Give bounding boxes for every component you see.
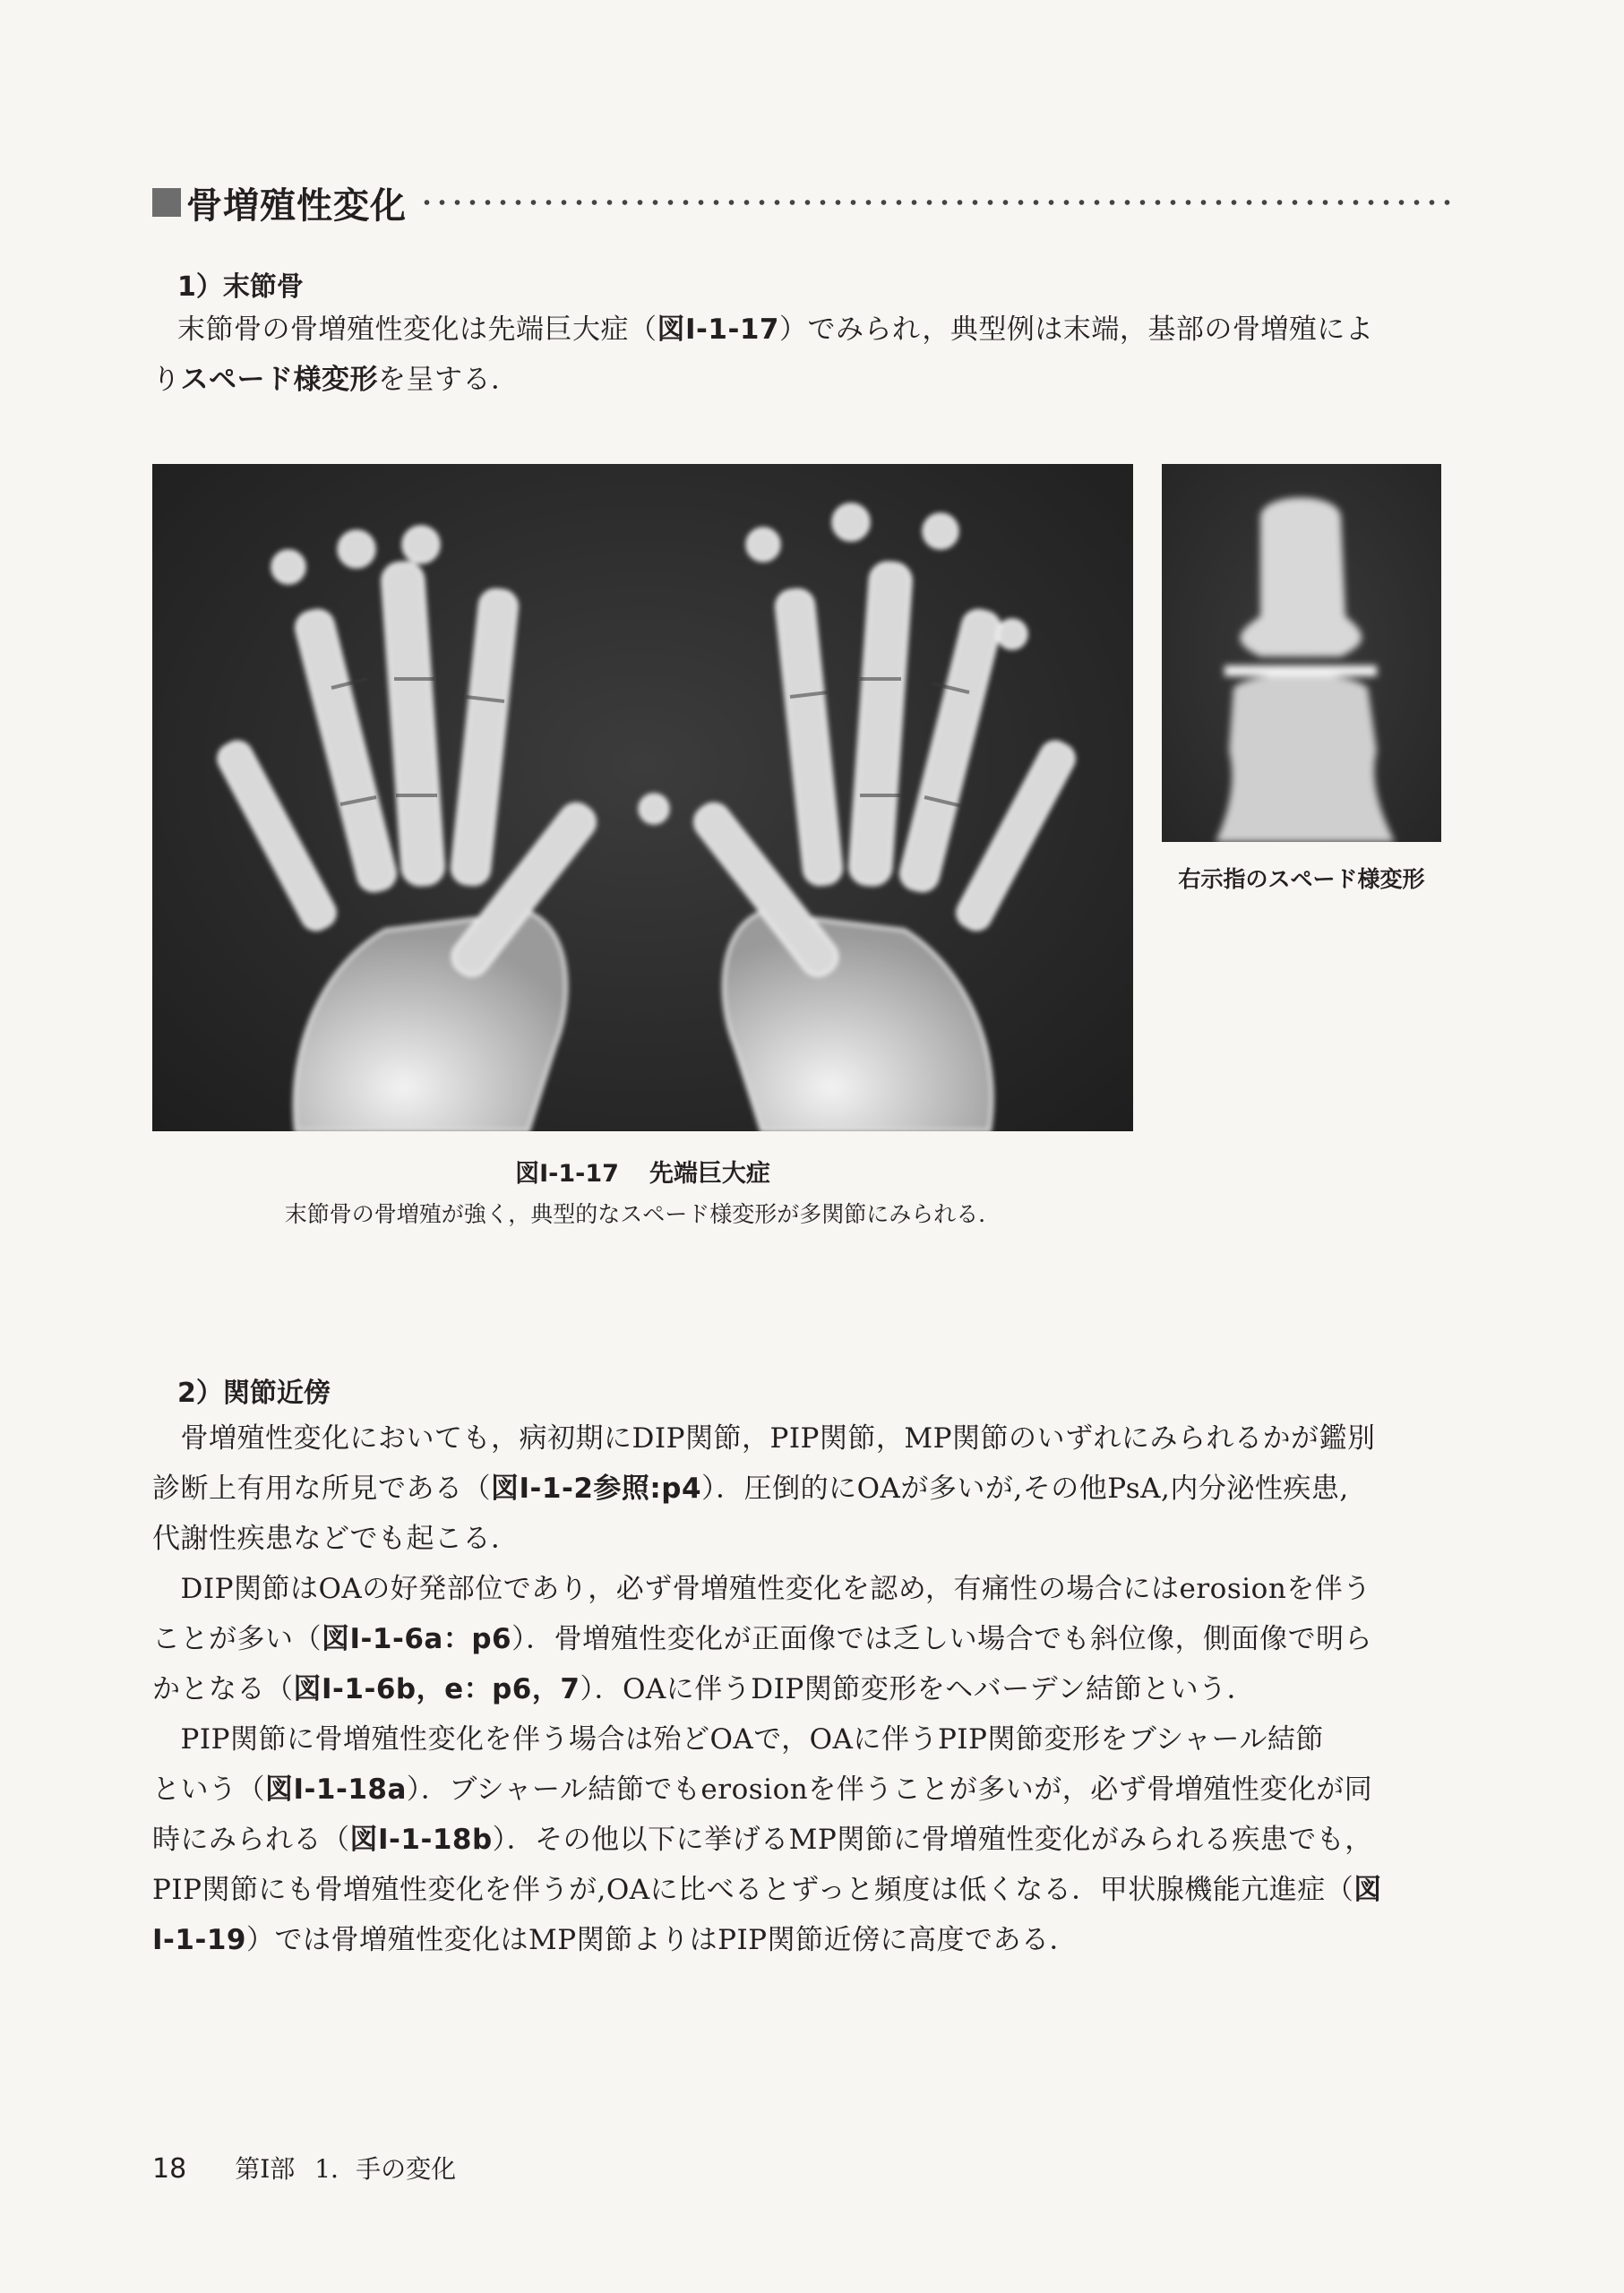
text-span: ことが多い（ [152,1623,322,1655]
text-span: ）では骨増殖性変化はMP関節よりはPIP関節近傍に高度である． [245,1924,1078,1956]
xray-image-both-hands [152,464,1133,1131]
text-span: を呈する． [378,364,520,396]
text-span: という（ [152,1773,265,1806]
paragraph-line [152,1915,1078,1965]
text-span: ）．その他以下に挙げるMP関節に骨増殖性変化がみられる疾患でも， [492,1824,1373,1856]
text-span: ）．圧倒的にOAが多いが,その他PsA,内分泌性疾患, [701,1473,1349,1505]
paragraph-line [152,1413,1376,1464]
subsection-heading-1: 1）末節骨 [177,271,304,303]
paragraph-line [152,1815,1373,1865]
section-heading [152,176,1451,229]
text-span: PIP関節に骨増殖性変化を伴う場合は殆どOAで，OAに伴うPIP関節変形をブシャール結節 [152,1723,1324,1756]
figure-title [152,1154,1133,1189]
heading-square-marker [152,188,181,217]
paragraph-line [177,305,1373,355]
text-span: PIP関節にも骨増殖性変化を伴うが,OAに比べるとずっと頻度は低くなる．甲状腺機能亢進症（ [152,1874,1354,1906]
subsection-heading-2: 2）関節近傍 [177,1378,331,1409]
text-span: 末節骨の骨増殖性変化は先端巨大症（ [177,313,657,346]
paragraph-line [152,1464,1349,1514]
figure-reference: 図Ⅰ-1-2参照:p4 [491,1473,702,1505]
figure-reference: 図 [1353,1874,1382,1906]
page-number: 18 [152,2153,187,2185]
chapter-label: 1．手の変化 [314,2154,457,2184]
figure-reference: Ⅰ-1-19 [152,1924,246,1956]
figure-reference: 図Ⅰ-1-17 [657,313,779,346]
figure-reference: 図Ⅰ-1-18b [349,1824,493,1856]
detail-image-caption: 右示指のスペード様変形 [1178,866,1425,892]
paragraph-line [152,1714,1324,1765]
dotted-leader [419,199,1451,206]
paragraph-line [152,1865,1382,1915]
figure-reference: 図Ⅰ-1-6b，e：p6，7 [293,1673,580,1705]
paragraph-line [152,1614,1372,1664]
paragraph-line [152,1765,1372,1815]
text-span: り [152,364,181,396]
text-span: DIP関節はOAの好発部位であり，必ず骨増殖性変化を認め，有痛性の場合にはerosionを伴う [152,1573,1371,1605]
text-span: かとなる（ [152,1673,294,1705]
part-label: 第Ⅰ部 [235,2154,296,2184]
text-span: 代謝性疾患などでも起こる． [152,1523,520,1555]
paragraph-line [152,355,520,405]
text-span: ）でみられ，典型例は末端，基部の骨増殖によ [778,313,1374,346]
paragraph-line [152,1564,1371,1614]
figure-reference: 図Ⅰ-1-6a：p6 [322,1623,512,1655]
paragraph-line [152,1664,1255,1714]
paragraph-line [152,1514,520,1564]
text-span: ）．OAに伴うDIP関節変形をヘバーデン結節という． [580,1673,1256,1705]
text-span: 診断上有用な所見である（ [152,1473,491,1505]
text-span: 骨増殖性変化においても，病初期にDIP関節，PIP関節，MP関節のいずれにみられるかが鑑別 [152,1422,1376,1455]
figure-reference: 図Ⅰ-1-18a [265,1773,407,1806]
text-span: ）．骨増殖性変化が正面像では乏しい場合でも斜位像，側面像で明ら [511,1623,1373,1655]
page-footer [152,2150,456,2186]
text-span: ）．ブシャール結節でもerosionを伴うことが多いが，必ず骨増殖性変化が同 [406,1773,1373,1806]
xray-image-right-index-finger [1162,464,1441,842]
figure-label: 図Ⅰ-1-17 [515,1160,619,1188]
figure-title-text: 先端巨大症 [649,1160,770,1188]
figure-caption: 末節骨の骨増殖が強く，典型的なスペード様変形が多関節にみられる． [284,1201,1001,1227]
key-term: スペード様変形 [180,364,378,396]
section-title: 骨増殖性変化 [186,185,407,227]
text-span: 時にみられる（ [152,1824,350,1856]
